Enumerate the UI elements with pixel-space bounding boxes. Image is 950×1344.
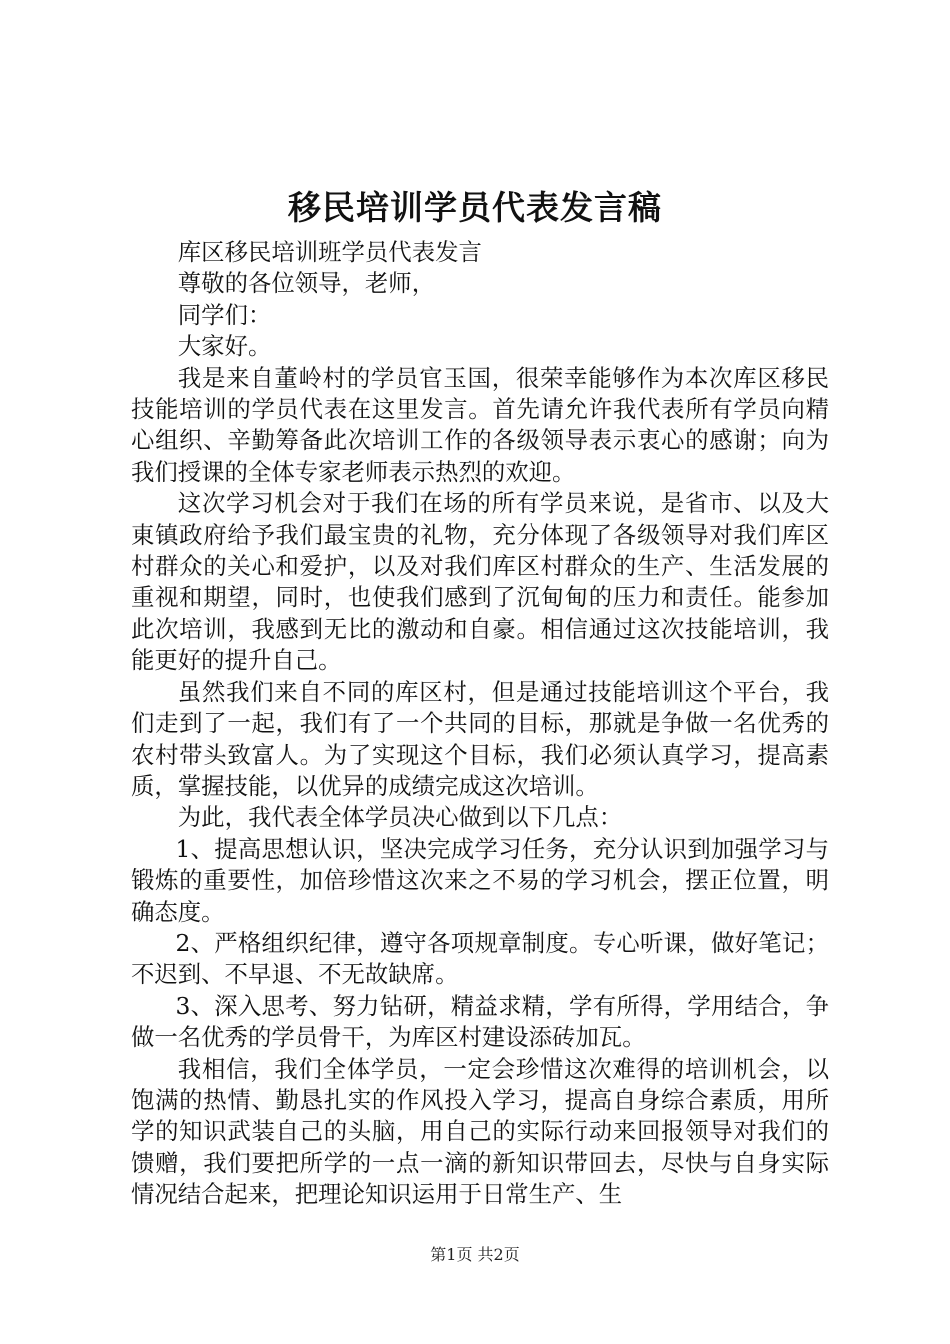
- paragraph-common-goal: 虽然我们来自不同的库区村，但是通过技能培训这个平台，我们走到了一起，我们有了一个共同的目标，那就是争做一名优秀的农村带头致富人。为了实现这个目标，我们必须认真学习，提高素质，掌握技能，以优异的成绩完成这次培训。: [131, 677, 829, 800]
- paragraph-introduction: 我是来自董岭村的学员官玉国，很荣幸能够作为本次库区移民技能培训的学员代表在这里发言。首先请允许我代表所有学员向精心组织、辛勤筹备此次培训工作的各级领导表示衷心的感谢；向为我们授课的全体专家老师表示热烈的欢迎。: [131, 363, 829, 486]
- paragraph-opportunity: 这次学习机会对于我们在场的所有学员来说，是省市、以及大東镇政府给予我们最宝贵的礼物，充分体现了各级领导对我们库区村群众的关心和爱护，以及对我们库区村群众的生产、生活发展的重视和期望，同时，也使我们感到了沉甸甸的压力和责任。能参加此次培训，我感到无比的激动和自豪。相信通过这次技能培训，我能更好的提升自己。: [131, 489, 829, 675]
- list-item-1: 1、提高思想认识，坚决完成学习任务，充分认识到加强学习与锻炼的重要性，加倍珍惜这次来之不易的学习机会，摆正位置，明确态度。: [131, 834, 829, 926]
- paragraph-heading: 库区移民培训班学员代表发言: [177, 238, 482, 266]
- document-body: [131, 237, 829, 1211]
- paragraph-resolution-intro: 为此，我代表全体学员决心做到以下几点：: [177, 803, 623, 832]
- page-number-footer: 第1页 共2页: [430, 1245, 520, 1264]
- document-title: 移民培训学员代表发言稿: [288, 188, 662, 227]
- list-item-2: 2、严格组织纪律，遵守各项规章制度。专心听课，做好笔记；不迟到、不早退、不无故缺席。: [131, 928, 829, 989]
- paragraph-conclusion: 我相信，我们全体学员，一定会珍惜这次难得的培训机会，以饱满的热情、勤恳扎实的作风投入学习，提高自身综合素质，用所学的知识武装自己的头脑，用自己的实际行动来回报领导对我们的馈赠，我们要把所学的一点一滴的新知识带回去，尽快与自身实际情况结合起来，把理论知识运用于日常生产、生: [131, 1054, 829, 1209]
- paragraph-salutation: 尊敬的各位领导，老师，: [177, 269, 436, 298]
- list-item-3: 3、深入思考、努力钻研，精益求精，学有所得，学用结合，争做一名优秀的学员骨干，为库区村建设添砖加瓦。: [131, 991, 829, 1052]
- paragraph-greeting: 大家好。: [177, 332, 272, 361]
- paragraph-classmates: 同学们：: [177, 300, 272, 329]
